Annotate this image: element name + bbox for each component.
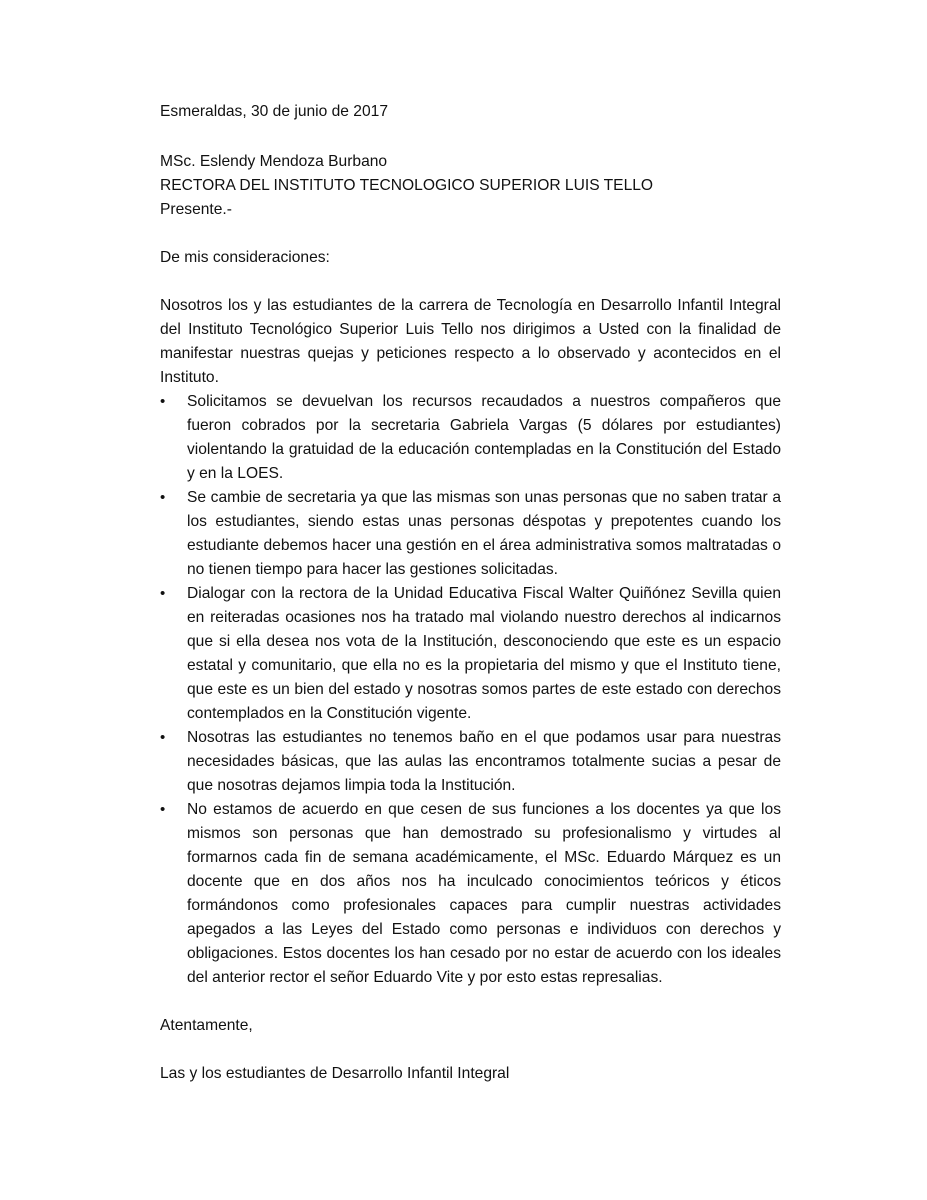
recipient-name: MSc. Eslendy Mendoza Burbano — [160, 153, 388, 170]
request-text: Dialogar con la rectora de la Unidad Educativa Fiscal Walter Quiñónez Sevilla quien en reiteradas ocasiones nos ha tratado mal violando nuestro derechos al indicarnos que si ella desea nos vota de la Institución, desconociendo que este es un espacio estatal y comunitario, que ella no es la propietaria del mismo y que el Instituto tiene, que este es un bien del estado y nosotras somos partes de este estado con derechos contemplados en la Constitución vigente. — [187, 585, 781, 722]
list-item — [160, 390, 781, 486]
signature: Las y los estudiantes de Desarrollo Infantil Integral — [160, 1065, 510, 1082]
requests-list — [160, 390, 781, 990]
recipient-title: RECTORA DEL INSTITUTO TECNOLOGICO SUPERIOR LUIS TELLO — [160, 177, 654, 194]
list-item — [160, 582, 781, 726]
bullet-icon: • — [160, 489, 166, 506]
letter-page — [160, 100, 781, 1086]
recipient-presente: Presente.- — [160, 201, 232, 218]
list-item — [160, 486, 781, 582]
request-text: Solicitamos se devuelvan los recursos recaudados a nuestros compañeros que fueron cobrados por la secretaria Gabriela Vargas (5 dólares por estudiantes) violentando la gratuidad de la educación contempladas en la Constitución del Estado y en la LOES. — [187, 393, 781, 482]
request-text: Nosotras las estudiantes no tenemos baño en el que podamos usar para nuestras necesidades básicas, que las aulas las encontramos totalmente sucias a pesar de que nosotras dejamos limpia toda la Institución. — [187, 729, 781, 794]
bullet-icon: • — [160, 393, 166, 410]
bullet-icon: • — [160, 585, 166, 602]
list-item — [160, 798, 781, 990]
request-text: Se cambie de secretaria ya que las mismas son unas personas que no saben tratar a los estudiantes, siendo estas unas personas déspotas y prepotentes cuando los estudiante debemos hacer una gestión en el área administrativa somos maltratadas o no tienen tiempo para hacer las gestiones solicitadas. — [187, 489, 781, 578]
bullet-icon: • — [160, 729, 166, 746]
recipient-block — [160, 150, 781, 222]
list-item — [160, 726, 781, 798]
request-text: No estamos de acuerdo en que cesen de sus funciones a los docentes ya que los mismos son personas que han demostrado su profesionalismo y virtudes al formarnos cada fin de semana académicamente, el MSc. Eduardo Márquez es un docente que en dos años nos ha inculcado conocimientos teóricos y éticos formándonos como profesionales capaces para cumplir nuestras actividades apegados a las Leyes del Estado como personas e individuos con derechos y obligaciones. Estos docentes los han cesado por no estar de acuerdo con los ideales del anterior rector el señor Eduardo Vite y por esto estas represalias. — [187, 801, 781, 986]
intro-paragraph: Nosotros los y las estudiantes de la carrera de Tecnología en Desarrollo Infantil Integral del Instituto Tecnológico Superior Luis Tello nos dirigimos a Usted con la finalidad de manifestar nuestras quejas y peticiones respecto a lo observado y acontecidos en el Instituto. — [160, 297, 781, 386]
date-line: Esmeraldas, 30 de junio de 2017 — [160, 103, 388, 120]
bullet-icon: • — [160, 801, 166, 818]
greeting: De mis consideraciones: — [160, 249, 330, 266]
closing: Atentamente, — [160, 1017, 253, 1034]
